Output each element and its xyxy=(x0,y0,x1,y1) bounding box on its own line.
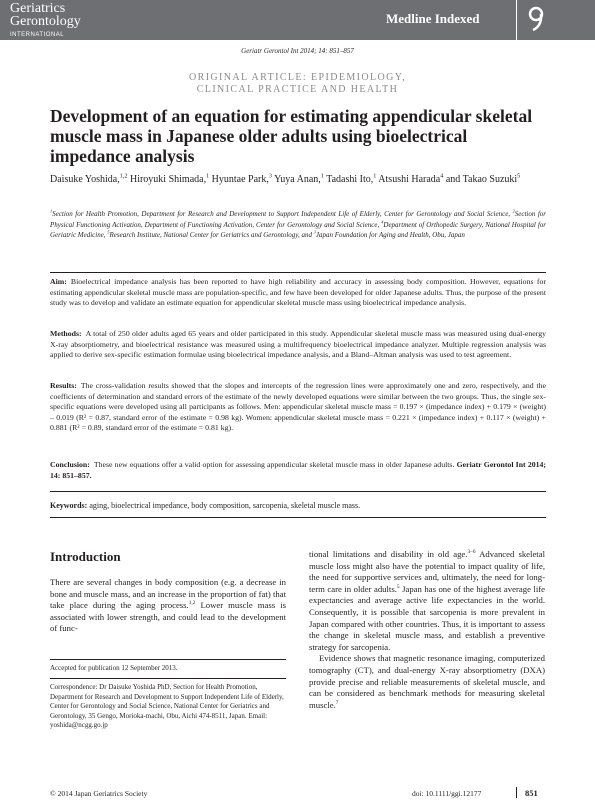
author: Atsushi Harada$^4$ xyxy=(376,172,444,185)
intro-paragraph: Evidence shows that magnetic resonance imaging, computerized tomography (CT), and dual-energy X-ray absorptiometry (DXA) provide precise and reliable measurements of skeletal muscle, and can be considered as benchmark methods for measuring skeletal muscle.$^7$ xyxy=(309,653,545,710)
correspondence: Correspondence: Dr Daisuke Yoshida PhD, Section for Health Promotion, Department for Research and Development to Support Independent Life of Elderly, Center for Gerontology and Social Science, National Center for Geriatrics and Gerontology, 35 Gengo, Morioka-machi, Obu, Aichi 474-8511, Japan. Email: yoshida@ncgg.go.jp xyxy=(50,683,284,730)
abstract-methods-label: Methods: xyxy=(50,329,82,338)
header-separator xyxy=(516,0,517,40)
footnote-rule xyxy=(50,659,286,660)
introduction-heading: Introduction xyxy=(50,549,121,564)
journal-citation: Geriatr Gerontol Int 2014; 14: 851–857 xyxy=(241,47,354,55)
abstract-top-rule xyxy=(50,272,546,273)
abstract-results-label: Results: xyxy=(50,381,77,390)
author: Hiroyuki Shimada,$^1$ xyxy=(127,172,210,185)
medline-indexed-label: Medline Indexed xyxy=(386,11,480,26)
affiliations xyxy=(50,209,546,241)
abstract-methods xyxy=(50,329,546,361)
section-label-line2: CLINICAL PRACTICE AND HEALTH xyxy=(196,84,399,95)
intro-left-text: There are several changes in body composition (e.g. a decrease in bone and muscle mass, and an increase in the proportion of fat) that take place during the aging process. xyxy=(50,577,286,611)
abstract-conclusion-text: These new equations offer a valid option for assessing appendicular skeletal muscle mass in older Japanese adults. xyxy=(93,460,455,469)
keywords-text: aging, bioelectrical impedance, body composition, sarcopenia, skeletal muscle mass. xyxy=(89,501,361,510)
author-list xyxy=(50,173,550,186)
footer-copyright: © 2014 Japan Geriatrics Society xyxy=(50,789,148,798)
footnote-rule-2 xyxy=(50,678,286,679)
journal-logo-line1: Geriatrics xyxy=(10,1,66,16)
abstract-aim xyxy=(50,277,546,309)
article-title: Development of an equation for estimating appendicular skeletal muscle mass in Japanese older adults using bioelectrical impedance analysis xyxy=(50,106,533,166)
footer-doi: doi: 10.1111/ggi.12177 xyxy=(412,789,482,798)
intro-right-column xyxy=(309,549,545,711)
section-label-line1: ORIGINAL ARTICLE: EPIDEMIOLOGY, xyxy=(189,72,406,83)
accepted-date: Accepted for publication 12 September 2013. xyxy=(50,664,178,672)
affiliation: $^5$Research Institute, National Center for Geriatrics and Gerontology, and xyxy=(107,229,314,239)
journal-logo-line2: Gerontology xyxy=(10,14,81,29)
journal-logo-sub: INTERNATIONAL xyxy=(10,32,65,38)
abstract-aim-label: Aim: xyxy=(50,277,67,286)
author: and Takao Suzuki$^5$ xyxy=(443,172,521,185)
keywords-top-rule xyxy=(50,491,546,492)
affiliation: $^3$Japan Foundation for Aging and Health, Obu, Japan xyxy=(313,229,465,239)
keywords xyxy=(50,501,546,510)
intro-left-text-2: Lower muscle mass is associated with lower strength, and could lead to the development of func- xyxy=(50,600,286,634)
author: Yuya Anan,$^1$ xyxy=(271,172,324,185)
journal-header-bar xyxy=(0,0,595,40)
keywords-label: Keywords: xyxy=(50,501,88,510)
citation-sup: 1,2 xyxy=(188,600,196,607)
article-section-label xyxy=(0,72,595,96)
abstract-aim-text: Bioelectrical impedance analysis has been reported to have high reliability and accuracy in assessing body composition. However, equations for estimating appendicular skeletal muscle mass are population-specific, and few have been developed for older Japanese adults. Thus, the purpose of the present study was to develop and validate an estimate equation for appendicular skeletal muscle mass using bioelectrical impedance analysis. xyxy=(50,277,546,308)
abstract-conclusion-label: Conclusion: xyxy=(50,460,90,469)
author: Daisuke Yoshida,$^{1,2}$ xyxy=(50,172,128,185)
abstract-methods-text: A total of 250 older adults aged 65 years and older participated in this study. Appendicular skeletal muscle mass was measured using dual-energy X-ray absorptiometry, and bioelectrical resistance was measured using a multifrequency bioelectrical impedance analyzer. Multiple regression analysis was applied to derive sex-specific estimation formulae using bioelectrical impedance analysis, and a Bland–Altman analysis was used to test agreement. xyxy=(50,329,546,360)
affiliation: $^1$Section for Health Promotion, Department for Research and Development to Support Independent Life of Elderly, Center for Gerontology and Social Science, xyxy=(50,208,513,218)
publisher-mark-icon xyxy=(528,6,544,32)
journal-logo xyxy=(10,2,81,42)
author: Hyuntae Park,$^3$ xyxy=(209,172,272,185)
abstract-conclusion-ref: Geriatr Gerontol Int 2014; 14: 851–857. xyxy=(50,460,547,480)
footer-separator xyxy=(516,787,517,798)
intro-left-column xyxy=(50,577,286,635)
keywords-bottom-rule xyxy=(50,517,546,518)
affiliation: $^4$Department of Orthopedic Surgery, National Hospital for Geriatric Medicine, xyxy=(50,219,546,239)
intro-paragraph: tional limitations and disability in old age.$^{3-6}$ Advanced skeletal muscle loss might also have the potential to impact quality of life, the need for supportive services and, ultimately, the need for long-term care in older adults.$^5$ Japan has one of the highest average life expectancies and average active life expectancies in the world. Consequently, it is possible that sarcopenia is more prevalent in Japan compared with other countries. Thus, it is important to assess the change in skeletal muscle mass, and establish a preventive strategy for sarcopenia. xyxy=(309,549,545,652)
abstract-results-text: The cross-validation results showed that the slopes and intercepts of the regression lines were approximately one and zero, respectively, and the coefficients of determination and standard errors of the estimate of the newly developed equations were similar between the two groups. Thus, the single sex-specific equations were developed using all participants as follows. Men: appendicular skeletal muscle mass = 0.197 × (impedance index) + 0.179 × (weight) – 0.019 (R² = 0.87, standard error of the estimate = 0.98 kg). Women: appendicular skeletal muscle mass = 0.221 × (impedance index) + 0.117 × (weight) + 0.881 (R² = 0.89, standard error of the estimate = 0.81 kg). xyxy=(50,381,546,433)
abstract-conclusion xyxy=(50,460,546,481)
page-number: 851 xyxy=(525,788,538,798)
author: Tadashi Ito,$^1$ xyxy=(323,172,377,185)
abstract-results xyxy=(50,381,546,434)
affiliation: $^2$Section for Physical Functioning Activation, Department of Functioning Activation, Center for Gerontology and Social Science, xyxy=(50,208,546,229)
